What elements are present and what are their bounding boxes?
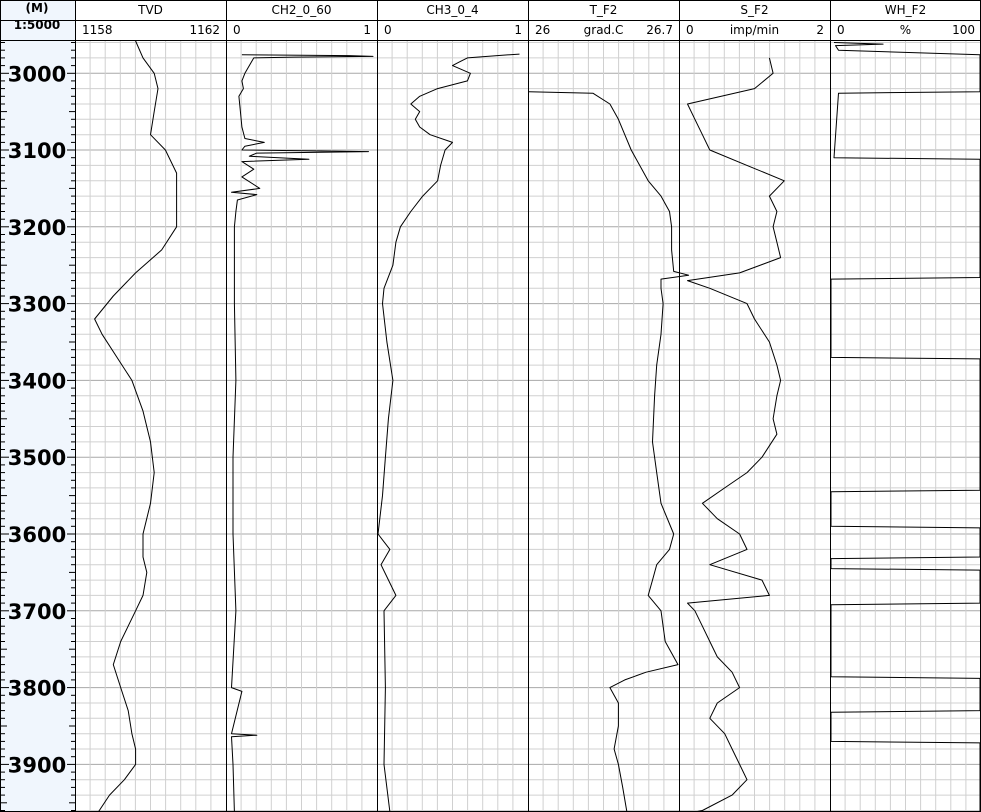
track-unit-label: imp/min: [729, 23, 780, 37]
depth-label: 3500: [7, 446, 67, 471]
depth-label: 3400: [7, 369, 67, 394]
track-max-label: 100: [952, 23, 975, 37]
track-max-label: 1: [514, 23, 522, 37]
depth-axis-labels: [1, 43, 75, 811]
track-min-label: 0: [233, 23, 241, 37]
track-max-label: 2: [816, 23, 824, 37]
track-max-label: 1: [363, 23, 371, 37]
depth-label: 3700: [7, 599, 67, 624]
curve-ch2-0-60: [232, 55, 374, 812]
track-name: T_F2: [589, 3, 618, 17]
depth-label: 3100: [7, 139, 67, 163]
track-min-label: 1158: [82, 23, 113, 37]
track-max-label: 1162: [189, 23, 220, 37]
outer-frame: [1, 1, 981, 812]
curve-t-f2: [529, 92, 689, 812]
track-min-label: 0: [837, 23, 845, 37]
depth-scale-label: 1:5000: [13, 18, 61, 32]
track-name: S_F2: [740, 3, 769, 17]
depth-label: 3000: [7, 62, 67, 87]
depth-label: 3300: [7, 292, 67, 317]
depth-label: 3900: [7, 753, 67, 778]
track-name: CH2_0_60: [271, 3, 332, 17]
track-name: CH3_0_4: [426, 3, 479, 17]
depth-label: 3200: [7, 215, 67, 240]
track-min-label: 0: [384, 23, 392, 37]
track-max-label: 26.7: [646, 23, 673, 37]
depth-unit-label: (M): [25, 1, 49, 15]
track-unit-label: %: [899, 23, 912, 37]
track-unit-label: grad.C: [583, 23, 624, 37]
track-name: TVD: [138, 3, 163, 17]
track-min-label: 26: [535, 23, 551, 37]
track-name: WH_F2: [884, 3, 927, 17]
depth-label: 3800: [7, 676, 67, 701]
depth-label: 3600: [7, 523, 67, 547]
track-min-label: 0: [686, 23, 694, 37]
